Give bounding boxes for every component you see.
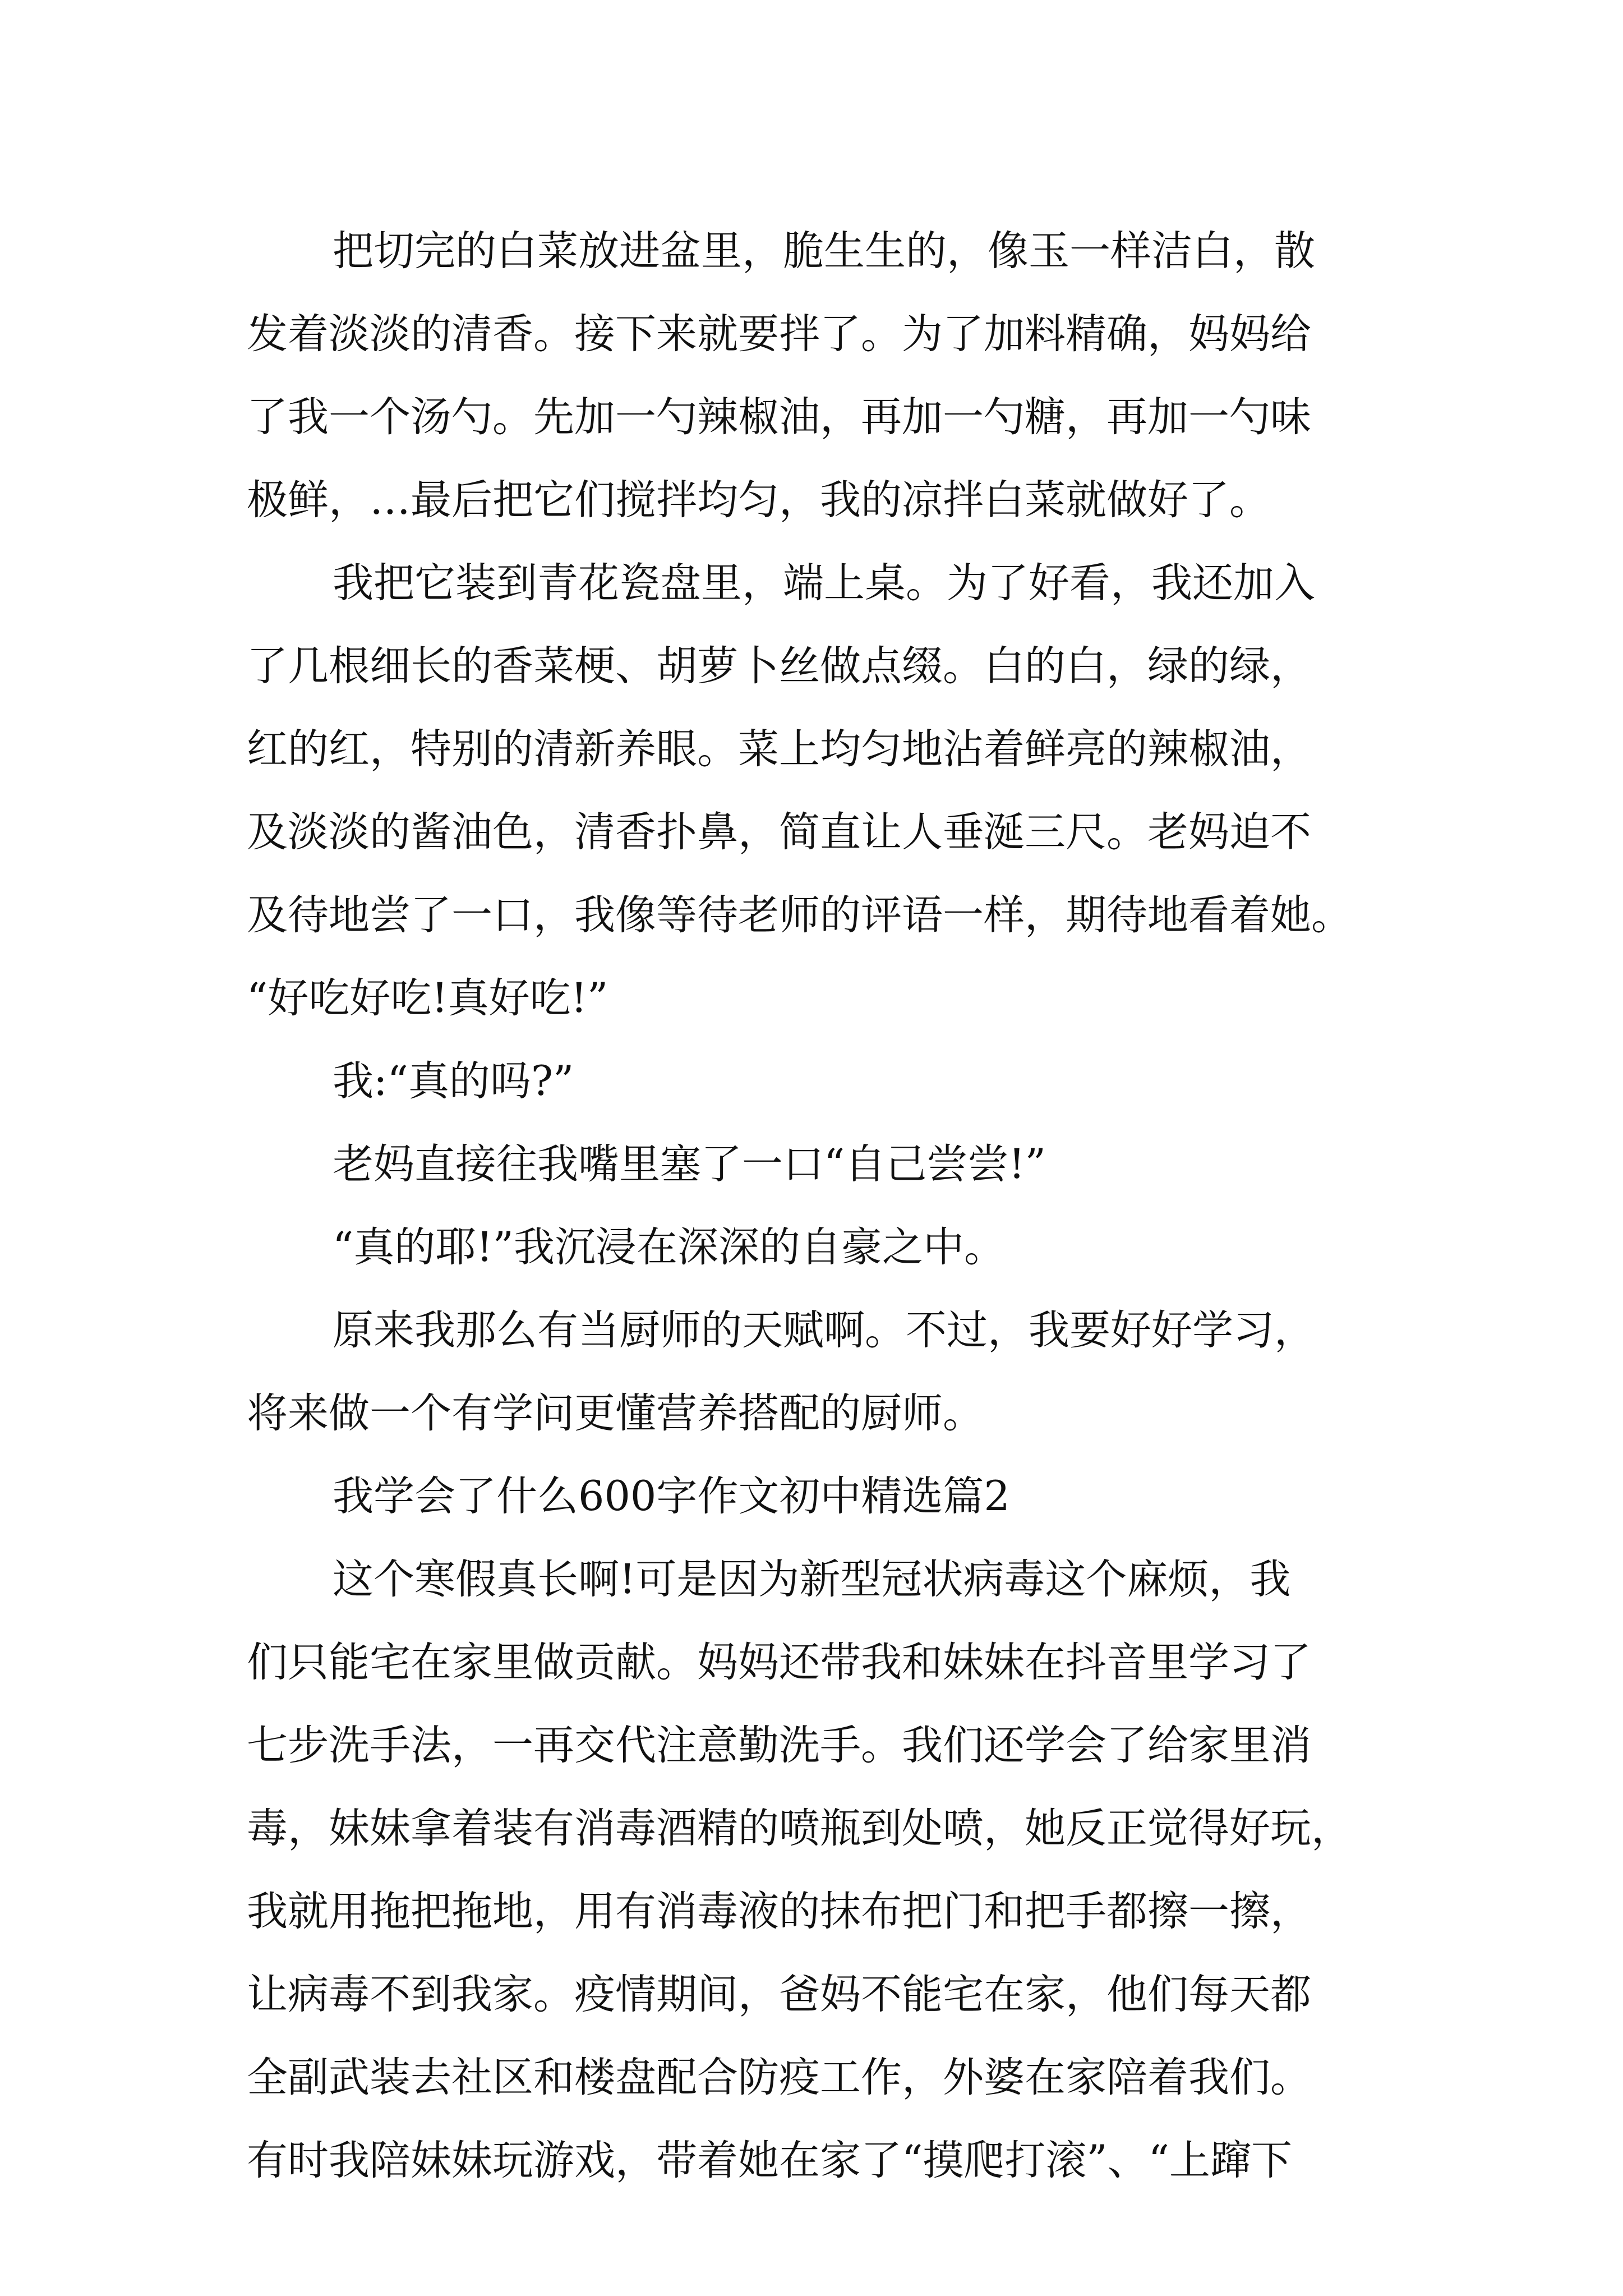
text-line: “好吃好吃!真好吃!” [247, 974, 608, 1022]
document-body [247, 210, 1385, 2202]
text-line: 七步洗手法，一再交代注意勤洗手。我们还学会了给家里消 [247, 1722, 1311, 1769]
text-line: 让病毒不到我家。疫情期间，爸妈不能宅在家，他们每天都 [247, 1971, 1311, 2018]
text-line: 有时我陪妹妹玩游戏，带着她在家了“摸爬打滚”、“上蹿下 [247, 2137, 1292, 2184]
text-line: 了几根细长的香菜梗、胡萝卜丝做点缀。白的白，绿的绿， [247, 642, 1311, 690]
text-line: 老妈直接往我嘴里塞了一口“自己尝尝!” [333, 1140, 1046, 1188]
text-line: 们只能宅在家里做贡献。妈妈还带我和妹妹在抖音里学习了 [247, 1639, 1311, 1686]
text-line: “真的耶!”我沉浸在深深的自豪之中。 [333, 1223, 1005, 1271]
text-line: 原来我那么有当厨师的天赋啊。不过，我要好好学习， [333, 1306, 1315, 1354]
text-line: 了我一个汤勺。先加一勺辣椒油，再加一勺糖，再加一勺味 [247, 393, 1311, 441]
text-line: 我就用拖把拖地，用有消毒液的抹布把门和把手都擦一擦， [247, 1888, 1311, 1935]
text-line: 毒，妹妹拿着装有消毒酒精的喷瓶到处喷，她反正觉得好玩， [247, 1805, 1352, 1852]
text-line: 我把它装到青花瓷盘里，端上桌。为了好看，我还加入 [333, 559, 1315, 607]
text-line: 我:“真的吗?” [333, 1057, 574, 1105]
text-line: 全副武装去社区和楼盘配合防疫工作，外婆在家陪着我们。 [247, 2054, 1311, 2101]
section-heading: 我学会了什么600字作文初中精选篇2 [333, 1473, 1010, 1520]
text-line: 发着淡淡的清香。接下来就要拌了。为了加料精确，妈妈给 [247, 310, 1311, 358]
text-line: 这个寒假真长啊!可是因为新型冠状病毒这个麻烦，我 [333, 1556, 1291, 1603]
text-line: 极鲜，…最后把它们搅拌均匀，我的凉拌白菜就做好了。 [247, 476, 1270, 524]
text-line: 及待地尝了一口，我像等待老师的评语一样，期待地看着她。 [247, 891, 1352, 939]
text-line: 将来做一个有学问更懂营养搭配的厨师。 [247, 1389, 984, 1437]
text-line: 把切完的白菜放进盆里，脆生生的，像玉一样洁白，散 [333, 227, 1315, 275]
text-line: 红的红，特别的清新养眼。菜上均匀地沾着鲜亮的辣椒油， [247, 725, 1311, 773]
text-line: 及淡淡的酱油色，清香扑鼻，简直让人垂涎三尺。老妈迫不 [247, 808, 1311, 856]
